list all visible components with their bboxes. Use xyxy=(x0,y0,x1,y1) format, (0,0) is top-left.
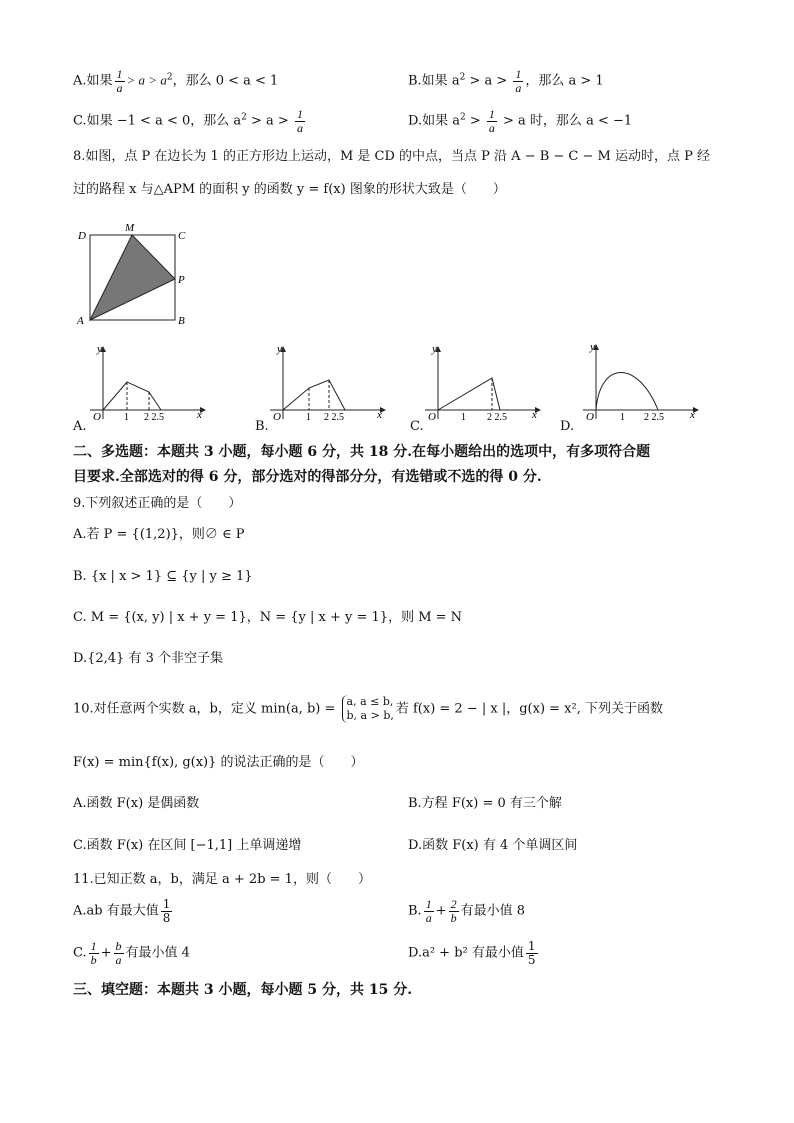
svg-text:1: 1 xyxy=(306,412,311,422)
svg-text:2 2.5: 2 2.5 xyxy=(144,412,164,422)
label-p: P xyxy=(178,274,185,286)
label-b: B xyxy=(178,315,185,327)
q10-stem: 10.对任意两个实数 a，b，定义 min(a, b) = a, a ≤ b, b, a > b, 若 f(x) = 2 − | x |，g(x) = x², 下列关于函数 xyxy=(73,695,663,722)
svg-text:1: 1 xyxy=(461,412,466,422)
q9-option-b: B. {x | x > 1} ⊆ {y | y ≥ 1} xyxy=(73,569,253,584)
svg-text:1: 1 xyxy=(620,412,625,422)
q11-option-b: B. $\frac{1}{a}$ + $\frac{2}{b}$ 有最小值 8 xyxy=(408,897,525,925)
q10-option-c: C.函数 F(x) 在区间 [−1,1] 上单调递增 xyxy=(73,838,302,853)
svg-text:O: O xyxy=(428,411,436,422)
svg-text:y: y xyxy=(277,343,282,355)
q11-option-a: A.ab 有最大值 $\frac{1}{8}$ xyxy=(73,897,171,925)
section2-line2: 目要求.全部选对的得 6 分，部分选对的得部分分，有选错或不选的得 0 分. xyxy=(73,469,542,485)
q10-option-b: B.方程 F(x) = 0 有三个解 xyxy=(408,796,562,811)
label-m: M xyxy=(125,222,135,234)
svg-text:O: O xyxy=(93,411,101,422)
svg-text:O: O xyxy=(586,411,594,422)
q7-option-a: A.如果 $\frac{1}{a}$ > $a > a^2$，那么 0 < a < 1 xyxy=(73,67,279,95)
svg-text:2 2.5: 2 2.5 xyxy=(644,412,664,422)
q7-option-c: C.如果 −1 < a < 0，那么 $a^2 > a$ > $\frac{1}{a}$ xyxy=(73,107,303,135)
q10-stem-line2: F(x) = min{f(x), g(x)} 的说法正确的是（ ） xyxy=(73,755,364,770)
svg-text:x: x xyxy=(690,409,695,421)
q8-stem-line2: 过的路程 x 与△APM 的面积 y 的函数 y = f(x) 图象的形状大致是（ ） xyxy=(73,182,506,197)
svg-text:x: x xyxy=(377,409,382,421)
q9-option-d: D.{2,4} 有 3 个非空子集 xyxy=(73,651,223,666)
label-a: A xyxy=(77,315,84,327)
q7-option-b: B.如果 $a^2 > a$ > $\frac{1}{a}$ ，那么 a > 1 xyxy=(408,67,604,95)
svg-text:x: x xyxy=(532,409,537,421)
q10-option-d: D.函数 F(x) 有 4 个单调区间 xyxy=(408,838,578,853)
q9-stem: 9.下列叙述正确的是（ ） xyxy=(73,496,242,511)
label-c: C xyxy=(178,230,186,242)
option-b-label: B. xyxy=(255,419,269,434)
q7-option-d: D.如果 $a^2$ > $\frac{1}{a}$ > a 时，那么 a < −1 xyxy=(408,107,633,135)
section3-heading: 三、填空题：本题共 3 小题，每小题 5 分，共 15 分. xyxy=(73,982,413,998)
q11-stem: 11.已知正数 a，b，满足 a + 2b = 1，则（ ） xyxy=(73,872,371,887)
q9-option-a: A.若 P = {(1,2)}，则∅ ∈ P xyxy=(73,527,245,542)
svg-text:1: 1 xyxy=(124,412,129,422)
q10-option-a: A.函数 F(x) 是偶函数 xyxy=(73,796,200,811)
option-a-label: A. xyxy=(73,419,87,434)
svg-text:x: x xyxy=(197,409,202,421)
graph-a xyxy=(85,342,210,422)
square-figure xyxy=(70,222,200,330)
svg-text:2 2.5: 2 2.5 xyxy=(487,412,507,422)
graph-b xyxy=(265,342,390,422)
q11-option-c: C. $\frac{1}{b}$ + $\frac{b}{a}$ 有最小值 4 xyxy=(73,939,190,967)
section2-line1: 二、多选题：本题共 3 小题，每小题 6 分，共 18 分.在每小题给出的选项中，有多项符合题 xyxy=(73,444,651,460)
label-d: D xyxy=(78,230,86,242)
q8-stem-line1: 8.如图，点 P 在边长为 1 的正方形边上运动，M 是 CD 的中点，当点 P 沿 A − B − C − M 运动时，点 P 经 xyxy=(73,149,710,164)
graph-c xyxy=(420,342,545,422)
q11-option-d: D.a² + b² 有最小值 $\frac{1}{5}$ xyxy=(408,939,536,967)
svg-text:y: y xyxy=(432,343,437,355)
svg-text:y: y xyxy=(590,341,595,353)
graph-d xyxy=(578,340,703,422)
svg-text:2 2.5: 2 2.5 xyxy=(324,412,344,422)
q9-option-c: C. M = {(x, y) | x + y = 1}，N = {y | x + y = 1}，则 M = N xyxy=(73,610,463,625)
svg-text:O: O xyxy=(273,411,281,422)
triangle-apm xyxy=(90,235,175,320)
option-d-label: D. xyxy=(560,419,575,434)
option-c-label: C. xyxy=(410,419,424,434)
svg-text:y: y xyxy=(97,343,102,355)
